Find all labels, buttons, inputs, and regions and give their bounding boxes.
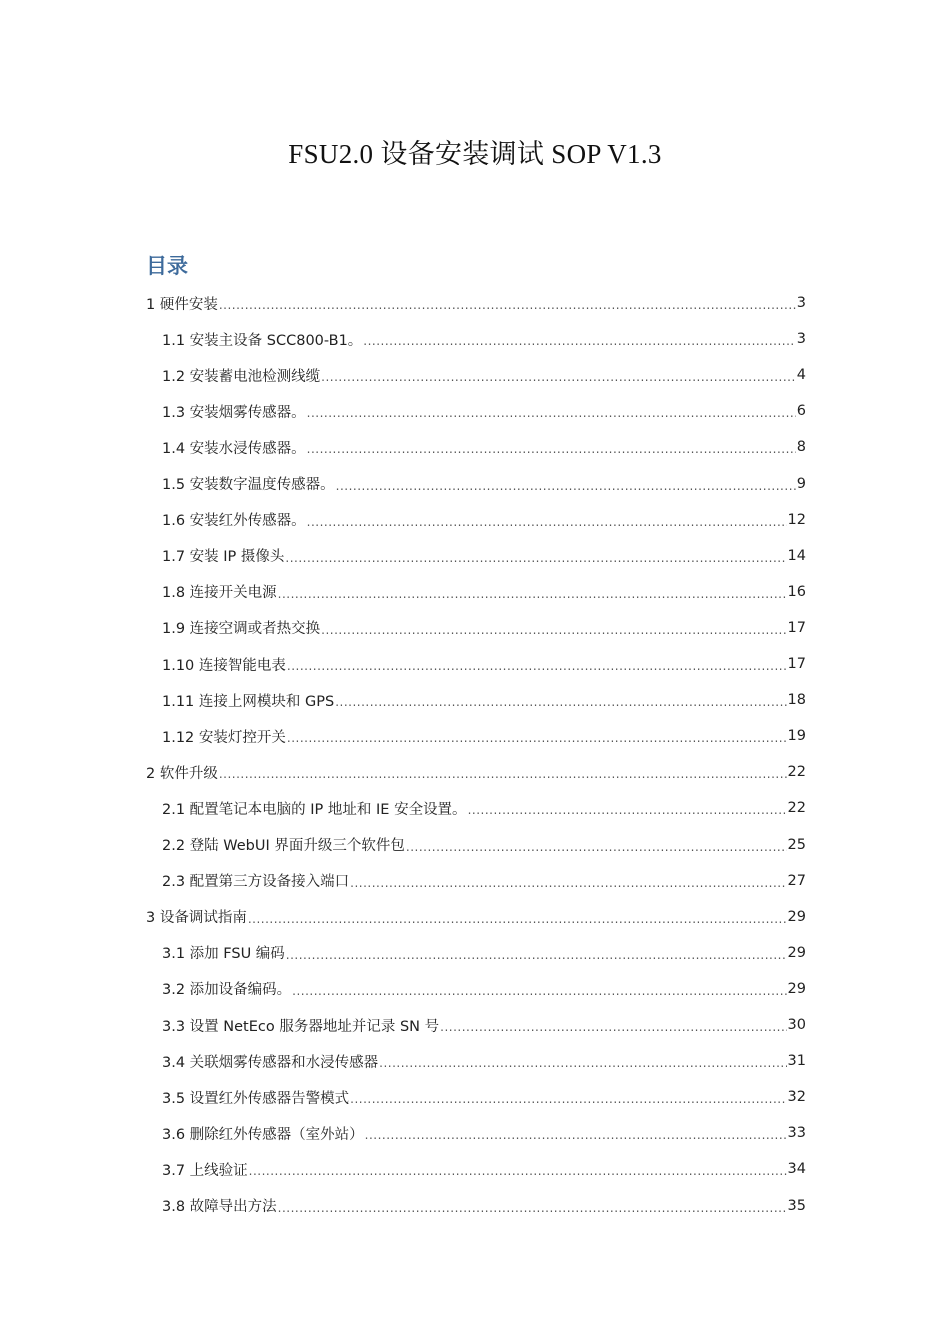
toc-entry-text: 3.3 设置 NetEco 服务器地址并记录 SN 号: [162, 1018, 440, 1035]
toc-entry-text: 1.12 安装灯控开关: [162, 729, 286, 746]
toc-entry-text: 3.8 故障导出方法: [162, 1199, 277, 1215]
toc-entry-text: 1.8 连接开关电源: [162, 585, 277, 602]
toc-page-number: 4: [796, 367, 806, 384]
toc-page-number: 14: [787, 547, 806, 564]
toc-page-number: 25: [787, 836, 806, 853]
toc-leader-dots: [287, 731, 787, 745]
toc-entry-text: 3.6 删除红外传感器（室外站）: [162, 1126, 364, 1143]
toc-entry-text: 1.1 安装主设备 SCC800-B1。: [162, 332, 363, 349]
toc-page-number: 3: [796, 331, 806, 348]
toc-page-number: 22: [787, 800, 806, 817]
toc-entry-text: 1.7 安装 IP 摄像头: [162, 549, 285, 566]
toc-page-number: 12: [787, 511, 806, 528]
toc-entry-text: 3.5 设置红外传感器告警模式: [162, 1090, 350, 1107]
toc-entry[interactable]: [162, 322, 806, 356]
toc-entry[interactable]: [162, 611, 806, 645]
toc-entry[interactable]: [146, 900, 806, 934]
document-title: FSU2.0 设备安装调试 SOP V1.3: [288, 139, 662, 169]
toc-leader-dots: [365, 1128, 787, 1142]
toc-page-number: 3: [796, 295, 806, 311]
toc-leader-dots: [321, 623, 786, 637]
toc-entry-text: 3.7 上线验证: [162, 1162, 248, 1179]
toc-entry[interactable]: [162, 683, 806, 717]
toc-leader-dots: [440, 1020, 786, 1034]
toc-leader-dots: [219, 767, 787, 781]
toc-page-number: 17: [787, 656, 806, 672]
toc-page-number: 31: [787, 1053, 806, 1070]
toc-entry[interactable]: [162, 972, 806, 1006]
toc-entry-text: 3.1 添加 FSU 编码: [162, 946, 285, 963]
toc-entry[interactable]: [162, 1152, 806, 1186]
toc-page-number: 35: [787, 1197, 806, 1214]
toc-entry[interactable]: [162, 358, 806, 392]
toc-leader-dots: [307, 442, 796, 456]
toc-page-number: 32: [787, 1089, 806, 1106]
toc-entry[interactable]: [162, 936, 806, 970]
toc-page-number: 19: [787, 728, 806, 745]
toc-leader-dots: [350, 1092, 786, 1106]
toc-entry[interactable]: [162, 828, 806, 862]
toc-entry[interactable]: [162, 539, 806, 573]
toc-leader-dots: [248, 912, 787, 926]
toc-page-number: 16: [787, 583, 806, 600]
toc-page-number: 6: [796, 403, 806, 420]
toc-entry[interactable]: [162, 394, 806, 428]
toc-leader-dots: [363, 334, 795, 348]
toc-entry-text: 2 软件升级: [146, 765, 218, 782]
toc-page-number: 22: [787, 764, 806, 781]
toc-entry-text: 2.1 配置笔记本电脑的 IP 地址和 IE 安全设置。: [162, 801, 467, 818]
toc-page-number: 8: [796, 439, 806, 456]
toc-entry[interactable]: [162, 430, 806, 464]
toc-entry[interactable]: [162, 575, 806, 609]
toc-heading: 目录: [146, 254, 188, 278]
toc-entry-text: 1.5 安装数字温度传感器。: [162, 477, 335, 493]
toc-leader-dots: [219, 298, 796, 312]
toc-page-number: 30: [787, 1017, 806, 1033]
toc-leader-dots: [278, 1201, 787, 1215]
toc-entry-text: 2.2 登陆 WebUI 界面升级三个软件包: [162, 838, 405, 854]
toc-page-number: 29: [787, 944, 806, 961]
toc-page-number: 29: [787, 980, 806, 997]
toc-leader-dots: [286, 948, 787, 962]
toc-page-number: 27: [787, 872, 806, 889]
toc-page-number: 33: [787, 1125, 806, 1142]
toc-leader-dots: [350, 876, 786, 890]
toc-entry-text: 1.6 安装红外传感器。: [162, 513, 306, 530]
toc-leader-dots: [278, 587, 787, 601]
toc-entry[interactable]: [146, 286, 806, 320]
toc-page-number: 18: [787, 692, 806, 709]
toc-page-number: 29: [787, 908, 806, 925]
toc-entry[interactable]: [162, 1044, 806, 1078]
toc-entry[interactable]: [162, 1116, 806, 1150]
toc-entry[interactable]: [162, 1189, 806, 1223]
toc-entry[interactable]: [162, 1008, 806, 1042]
toc-entry[interactable]: [162, 503, 806, 537]
toc-entry[interactable]: [162, 467, 806, 501]
toc-page-number: 17: [787, 619, 806, 636]
toc-leader-dots: [307, 406, 796, 420]
toc-entry-text: 2.3 配置第三方设备接入端口: [162, 874, 350, 891]
toc-leader-dots: [336, 479, 796, 493]
toc-entry-text: 1.3 安装烟雾传感器。: [162, 404, 306, 421]
toc-entry-text: 1.11 连接上网模块和 GPS: [162, 693, 335, 710]
toc-page-number: 34: [787, 1161, 806, 1178]
toc-entry-text: 3 设备调试指南: [146, 910, 247, 927]
toc-leader-dots: [379, 1056, 786, 1070]
toc-leader-dots: [335, 695, 786, 709]
toc-entry[interactable]: [162, 647, 806, 681]
toc-leader-dots: [249, 1164, 787, 1178]
toc-leader-dots: [468, 803, 787, 817]
toc-entry[interactable]: [146, 755, 806, 789]
toc-page-number: 9: [796, 475, 806, 492]
toc-entry[interactable]: [162, 864, 806, 898]
toc-entry[interactable]: [162, 719, 806, 753]
toc-leader-dots: [285, 551, 786, 565]
toc-entry-text: 3.2 添加设备编码。: [162, 982, 292, 999]
toc-entry-text: 1.4 安装水浸传感器。: [162, 440, 306, 457]
toc-leader-dots: [287, 659, 787, 673]
toc-entry[interactable]: [162, 1080, 806, 1114]
toc-entry-text: 1 硬件安装: [146, 296, 218, 313]
toc-entry-text: 1.10 连接智能电表: [162, 657, 286, 674]
toc-entry-text: 1.9 连接空调或者热交换: [162, 621, 321, 638]
toc-leader-dots: [307, 515, 787, 529]
toc-leader-dots: [292, 984, 786, 998]
toc-entry-text: 1.2 安装蓄电池检测线缆: [162, 368, 321, 385]
toc-entry-text: 3.4 关联烟雾传感器和水浸传感器: [162, 1054, 379, 1071]
toc-leader-dots: [321, 370, 796, 384]
toc-entry[interactable]: [162, 791, 806, 825]
toc-leader-dots: [406, 840, 787, 854]
